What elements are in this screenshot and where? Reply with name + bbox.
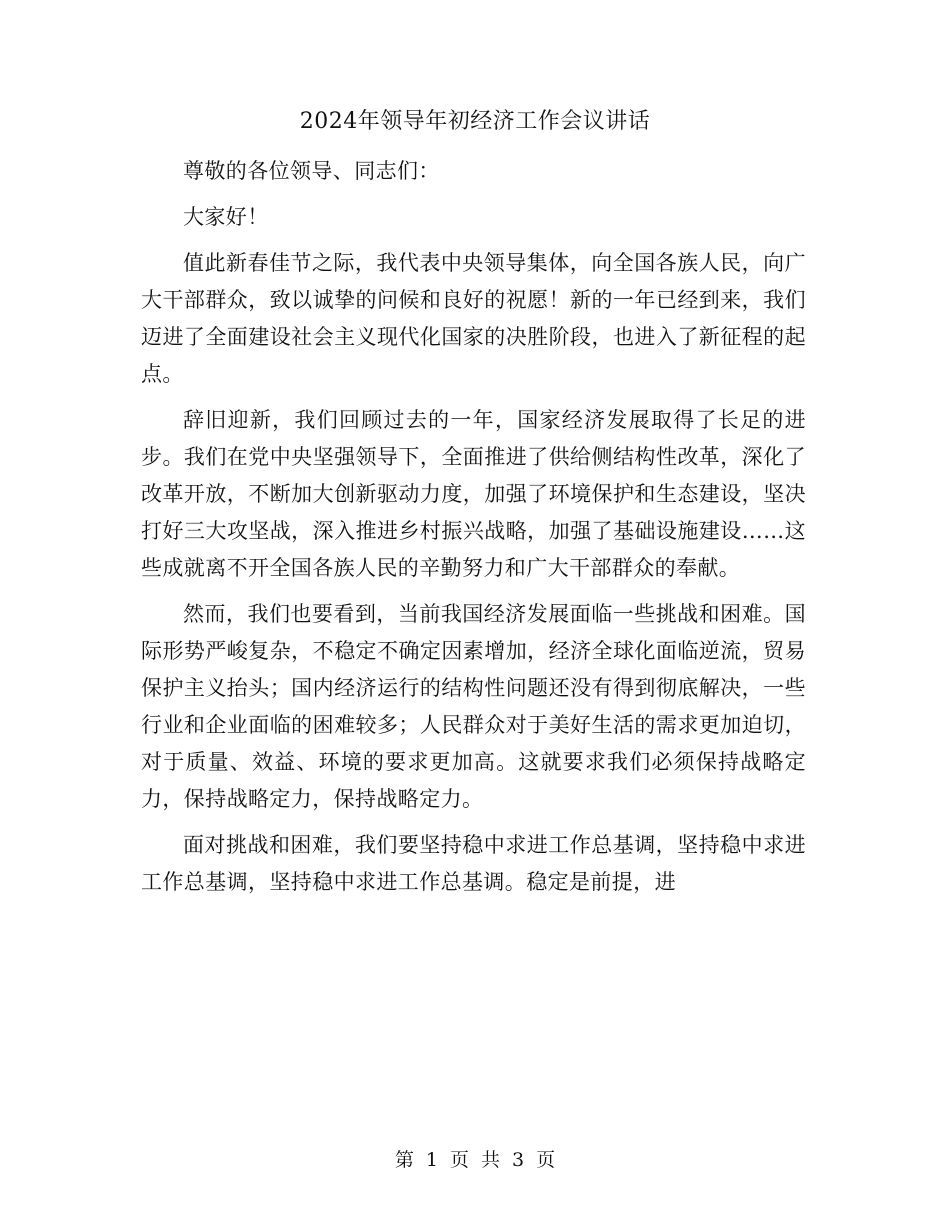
paragraph: 辞旧迎新，我们回顾过去的一年，国家经济发展取得了长足的进步。我们在党中央坚强领导下，全面推进了供给侧结构性改革，深化了改革开放，不断加大创新驱动力度，加强了环境保护和生态建设，坚决打好三大攻坚战，深入推进乡村振兴战略，加强了基础设施建设……这些成就离不开全国各族人民的辛勤努力和广大干部群众的奉献。 (141, 408, 806, 580)
page-number: 第 1 页 共 3 页 (394, 1149, 556, 1171)
document-body (141, 153, 806, 910)
paragraph: 然而，我们也要看到，当前我国经济发展面临一些挑战和困难。国际形势严峻复杂，不稳定不确定因素增加，经济全球化面临逆流，贸易保护主义抬头；国内经济运行的结构性问题还没有得到彻底解决，一些行业和企业面临的困难较多；人民群众对于美好生活的需求更加迫切，对于质量、效益、环境的要求更加高。这就要求我们必须保持战略定力，保持战略定力，保持战略定力。 (141, 602, 806, 811)
greeting: 大家好！ (183, 205, 269, 229)
paragraph: 值此新春佳节之际，我代表中央领导集体，向全国各族人民，向广大干部群众，致以诚挚的问候和良好的祝愿！新的一年已经到来，我们迈进了全面建设社会主义现代化国家的决胜阶段，也进入了新征程的起点。 (141, 251, 806, 386)
salutation: 尊敬的各位领导、同志们： (183, 159, 440, 183)
document-title: 2024年领导年初经济工作会议讲话 (299, 109, 651, 134)
paragraph: 面对挑战和困难，我们要坚持稳中求进工作总基调，坚持稳中求进工作总基调，坚持稳中求进工作总基调。稳定是前提，进 (141, 833, 806, 894)
